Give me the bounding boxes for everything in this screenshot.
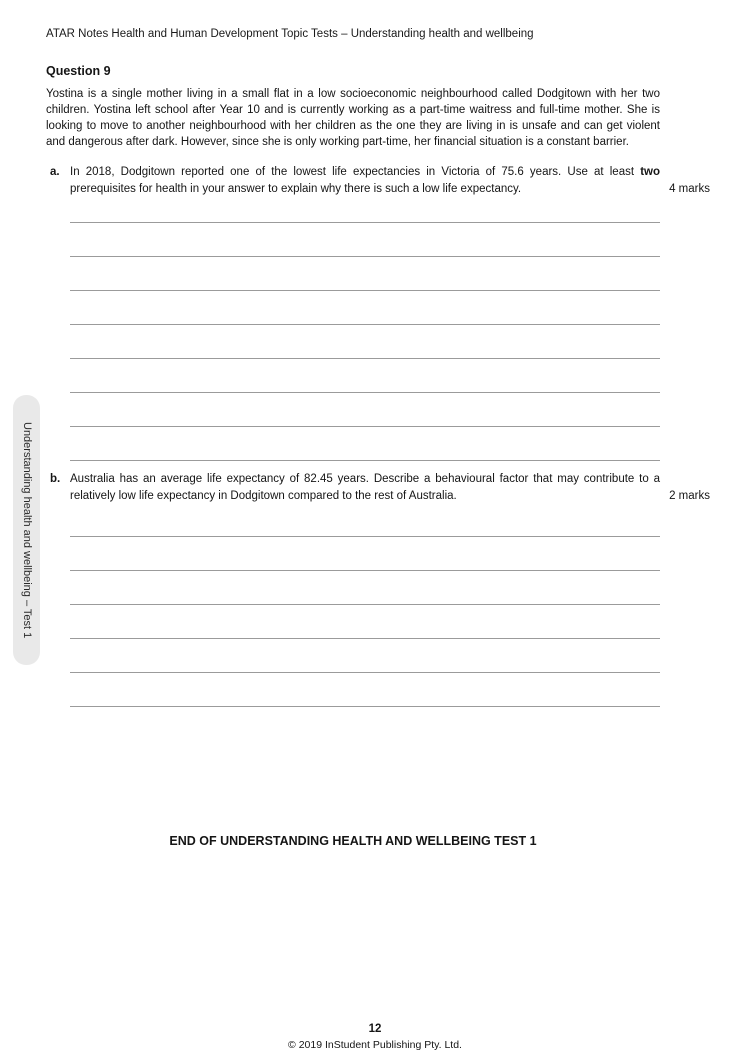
answer-line: [70, 639, 660, 673]
question-part-b: [50, 471, 750, 707]
answer-line: [70, 223, 660, 257]
part-b-text-start: Australia has an average life expectancy of 82.45 years. Describe a behavioural factor that may contribute to a relatively low life expectancy in Dodgitown compared to the rest of Australia.: [70, 473, 660, 502]
answer-line: [70, 673, 660, 707]
copyright-text: © 2019 InStudent Publishing Pty. Ltd.: [288, 1039, 462, 1051]
part-a-text-end: prerequisites for health in your answer to explain why there is such a low life expectancy.: [70, 183, 522, 195]
side-tab-label: Understanding health and wellbeing – Test 1: [21, 421, 33, 639]
side-tab: [13, 395, 40, 665]
answer-line: [70, 257, 660, 291]
question-title: Question 9: [46, 64, 111, 78]
question-stem: Yostina is a single mother living in a small flat in a low socioeconomic neighbourhood called Dodgitown with her two children. Yostina left school after Year 10 and is currently working as a part-time waitress and full-time mother. She is looking to move to another neighbourhood with her children as the one they are living in is unsafe and can get violent and dangerous after dark. However, since she is only working part-time, her financial situation is a constant barrier.: [46, 88, 660, 148]
part-a-text-start: In 2018, Dodgitown reported one of the lowest life expectancies in Victoria of 75.6 years. Use at least: [70, 166, 641, 178]
part-a-marks-label: 4 marks: [669, 183, 710, 195]
part-a-text-bold: two: [640, 166, 660, 178]
answer-line: [70, 505, 660, 537]
part-a-answer-lines: [70, 198, 660, 461]
part-b-label: b.: [50, 473, 61, 485]
answer-line: [70, 359, 660, 393]
part-b-answer-lines: [70, 505, 660, 707]
part-b-text: [70, 471, 710, 505]
answer-line: [70, 325, 660, 359]
answer-line: [70, 291, 660, 325]
end-of-test-note: END OF UNDERSTANDING HEALTH AND WELLBEING TEST 1: [169, 834, 537, 848]
answer-line: [70, 537, 660, 571]
part-a-text: [70, 164, 710, 198]
part-b-marks-label: 2 marks: [669, 490, 710, 502]
answer-line: [70, 571, 660, 605]
part-a-main: [70, 164, 710, 461]
part-a-label: a.: [50, 166, 60, 178]
part-b-main: [70, 471, 710, 707]
answer-line: [70, 605, 660, 639]
page-number: 12: [368, 1023, 382, 1035]
document-header: ATAR Notes Health and Human Development Topic Tests – Understanding health and wellbeing: [46, 28, 534, 40]
answer-line: [70, 198, 660, 223]
question-part-a: [50, 164, 750, 461]
page-footer: [0, 1022, 750, 1052]
answer-line: [70, 427, 660, 461]
answer-line: [70, 393, 660, 427]
